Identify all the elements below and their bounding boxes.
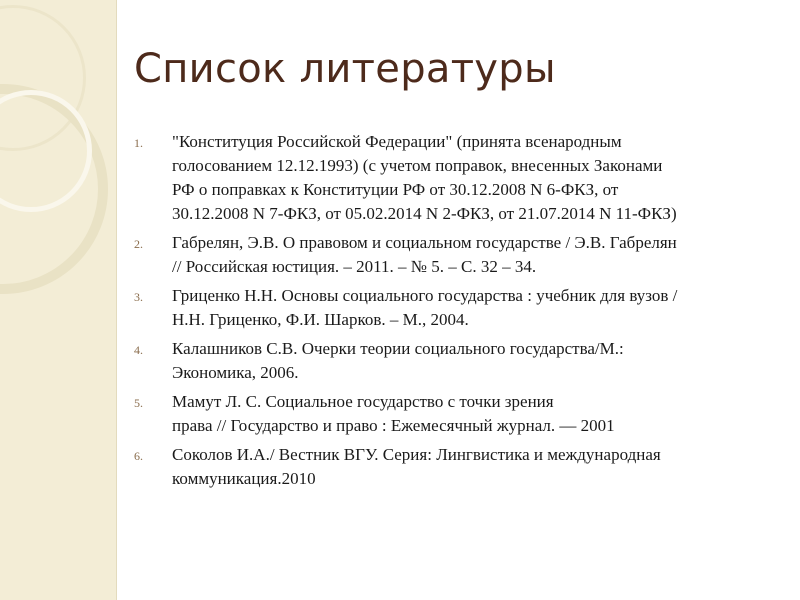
reference-item [134, 231, 774, 279]
reference-item [134, 443, 774, 491]
reference-number: 2. [134, 237, 143, 251]
reference-text: Мамут Л. С. Социальное государство с точки зрения права // Государство и право : Ежемесячный журнал. — 2001 [172, 392, 615, 435]
reference-text: "Конституция Российской Федерации" (принята всенародным голосованием 12.12.1993) (с учетом поправок, внесенных Законами РФ о поправках к Конституции РФ от 30.12.2008 N 6-ФКЗ, от 30.12.2008 N 7-ФКЗ, от 05.02.2014 N 2-ФКЗ, от 21.07.2014 N 11-ФКЗ) [172, 132, 677, 223]
reference-item [134, 337, 774, 385]
reference-number: 5. [134, 396, 143, 410]
reference-text: Гриценко Н.Н. Основы социального государства : учебник для вузов / Н.Н. Гриценко, Ф.И. Шарков. – М., 2004. [172, 286, 678, 329]
reference-number: 3. [134, 290, 143, 304]
reference-number: 6. [134, 449, 143, 463]
reference-number: 1. [134, 136, 143, 150]
reference-text: Соколов И.А./ Вестник ВГУ. Серия: Лингвистика и международная коммуникация.2010 [172, 445, 661, 488]
band-divider [116, 0, 117, 600]
reference-item [134, 284, 774, 332]
reference-text: Калашников С.В. Очерки теории социального государства/М.: Экономика, 2006. [172, 339, 624, 382]
decorative-side-band [0, 0, 116, 600]
reference-list [134, 130, 774, 496]
reference-number: 4. [134, 343, 143, 357]
reference-item [134, 390, 774, 438]
slide-title: Список литературы [134, 46, 556, 92]
reference-text: Габрелян, Э.В. О правовом и социальном государстве / Э.В. Габрелян // Российская юстиция. – 2011. – № 5. – С. 32 – 34. [172, 233, 677, 276]
reference-item [134, 130, 774, 226]
